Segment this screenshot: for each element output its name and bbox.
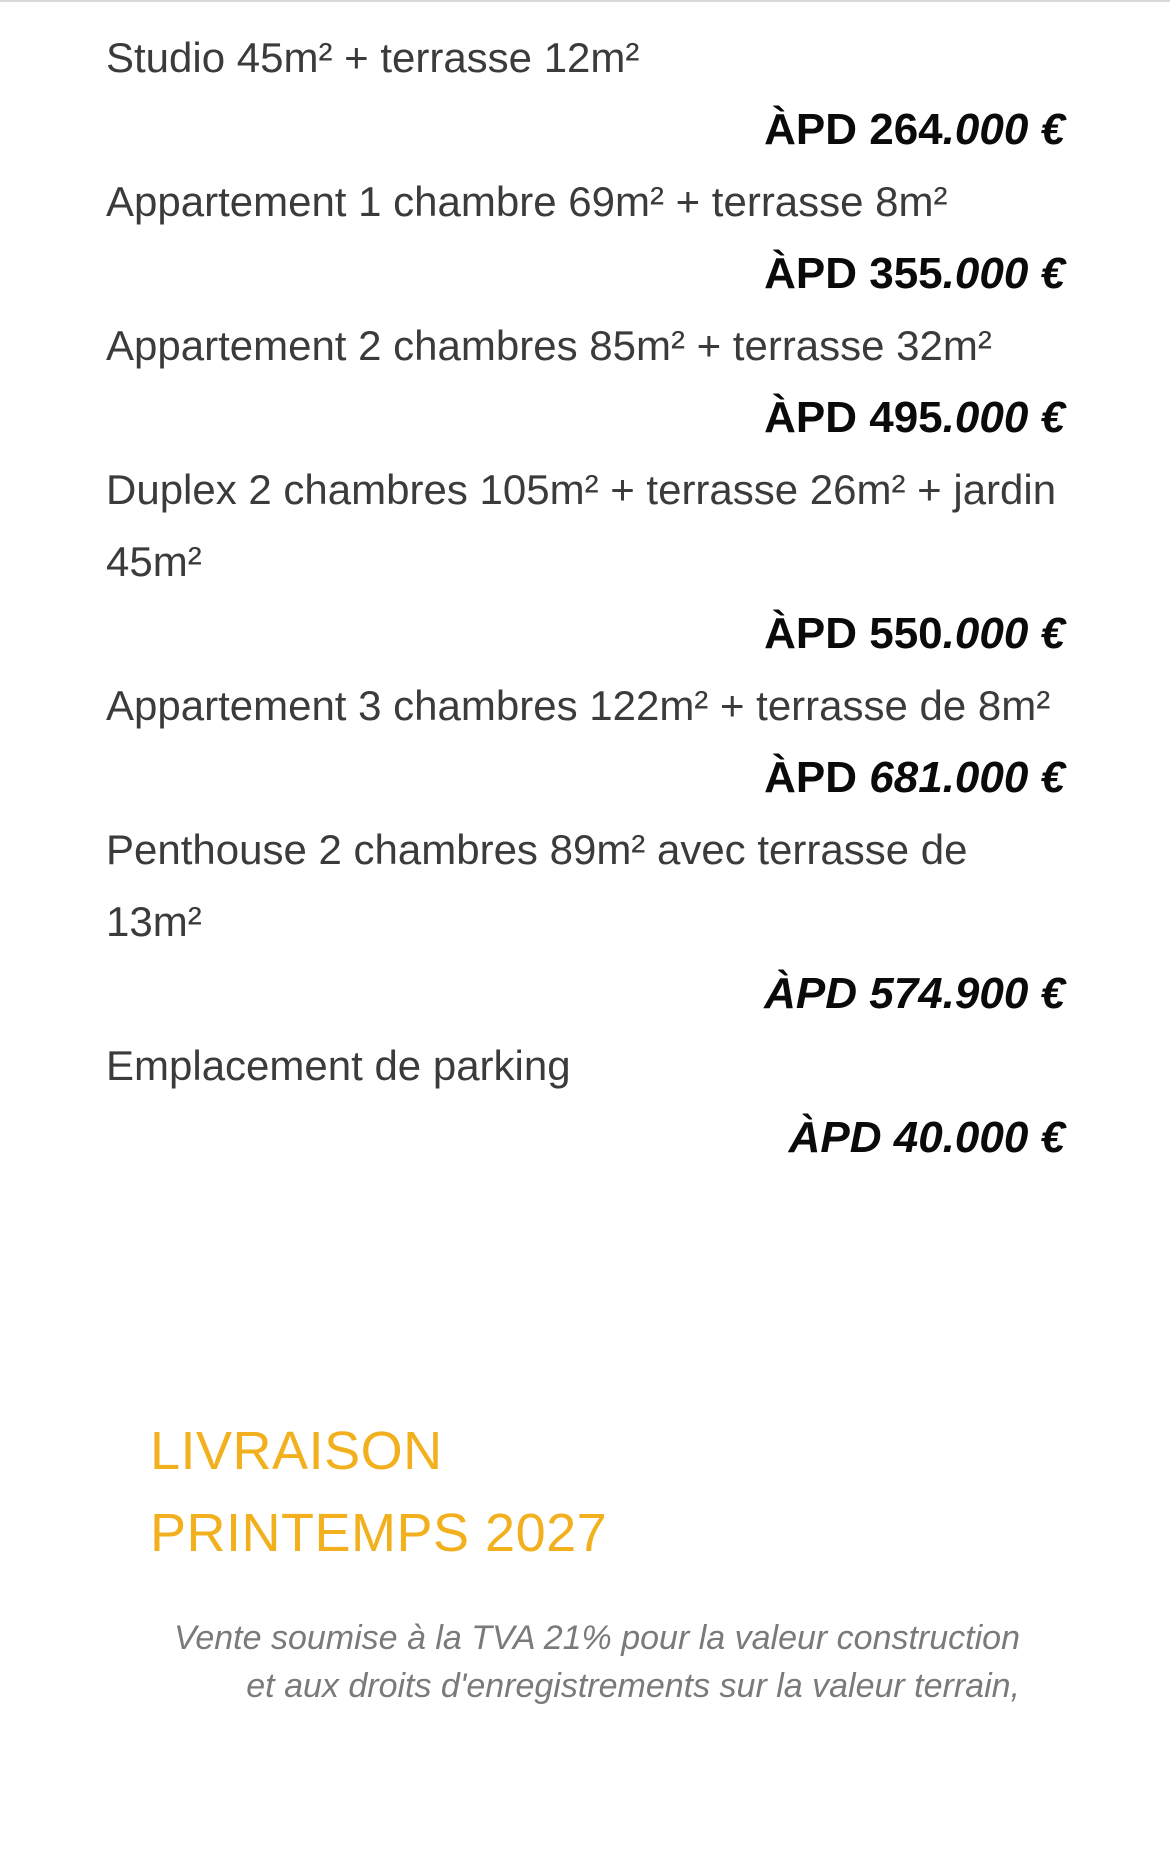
top-divider — [0, 0, 1170, 2]
price-prefix: ÀPD — [764, 753, 870, 802]
delivery-line-1: LIVRAISON — [150, 1421, 443, 1481]
unit-apartment-3-bedrooms — [106, 670, 1066, 814]
unit-description: Appartement 1 chambre 69m² + terrasse 8m² — [106, 178, 948, 225]
unit-price — [106, 238, 1066, 310]
price-suffix: ÀPD 574.900 € — [764, 969, 1065, 1018]
price-prefix: ÀPD 550 — [764, 609, 943, 658]
unit-price — [106, 1102, 1066, 1174]
price-prefix: ÀPD 495 — [764, 393, 943, 442]
unit-price-list — [106, 22, 1066, 1174]
price-suffix: .000 € — [942, 609, 1065, 658]
unit-description: Penthouse 2 chambres 89m² avec terrasse de 13m² — [106, 826, 968, 945]
unit-description: Emplacement de parking — [106, 1042, 571, 1089]
price-suffix: 681.000 € — [869, 753, 1065, 802]
unit-studio — [106, 22, 1066, 166]
vat-disclaimer: Vente soumise à la TVA 21% pour la valeur construction et aux droits d'enregistrements sur la valeur terrain, — [173, 1619, 1020, 1705]
delivery-heading — [150, 1410, 607, 1574]
price-suffix: ÀPD 40.000 € — [788, 1113, 1065, 1162]
unit-price — [106, 382, 1066, 454]
unit-penthouse-2-bedrooms — [106, 814, 1066, 1030]
delivery-line-2: PRINTEMPS 2027 — [150, 1503, 608, 1563]
price-suffix: .000 € — [942, 249, 1065, 298]
unit-price — [106, 94, 1066, 166]
price-suffix: .000 € — [942, 105, 1065, 154]
unit-duplex-2-bedrooms — [106, 454, 1066, 670]
unit-description: Appartement 3 chambres 122m² + terrasse de 8m² — [106, 682, 1051, 729]
price-prefix: ÀPD 264 — [764, 105, 943, 154]
unit-price — [106, 742, 1066, 814]
unit-apartment-2-bedrooms — [106, 310, 1066, 454]
unit-description: Duplex 2 chambres 105m² + terrasse 26m² + jardin 45m² — [106, 466, 1057, 585]
price-suffix: .000 € — [942, 393, 1065, 442]
unit-description: Studio 45m² + terrasse 12m² — [106, 34, 640, 81]
unit-price — [106, 958, 1066, 1030]
price-prefix: ÀPD 355 — [764, 249, 943, 298]
unit-description: Appartement 2 chambres 85m² + terrasse 32m² — [106, 322, 992, 369]
unit-price — [106, 598, 1066, 670]
unit-apartment-1-bedroom — [106, 166, 1066, 310]
unit-parking — [106, 1030, 1066, 1174]
